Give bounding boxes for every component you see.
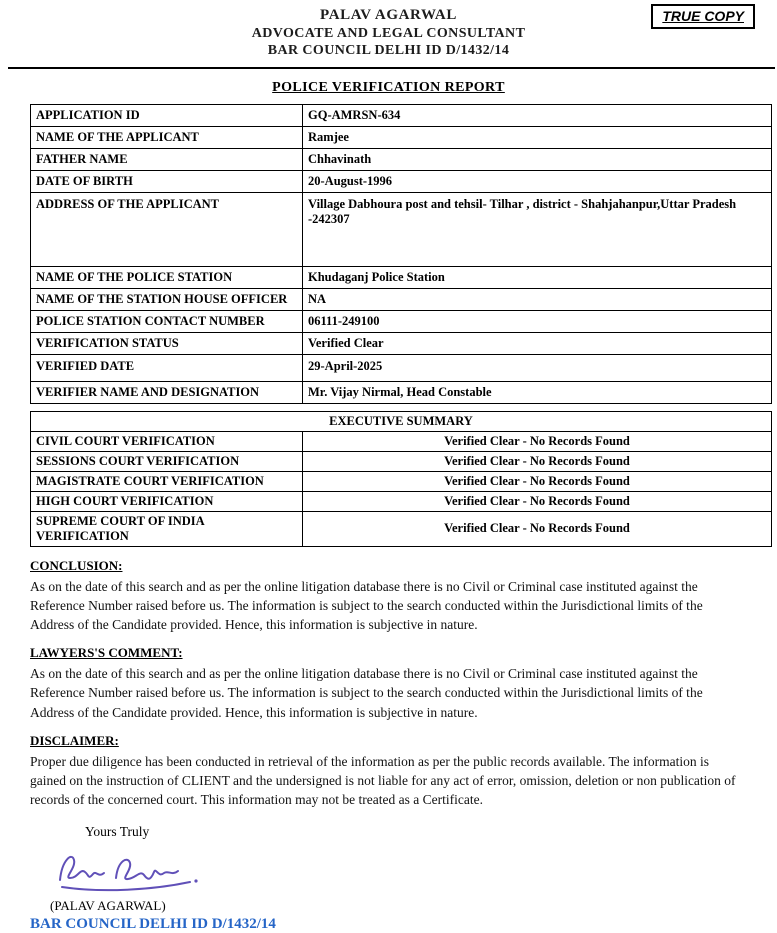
row-label: VERIFIED DATE (31, 354, 303, 381)
summary-row-value: Verified Clear - No Records Found (303, 451, 772, 471)
table-row (31, 148, 772, 170)
bar-council-id: BAR COUNCIL DELHI ID D/1432/14 (267, 43, 510, 59)
row-value: Village Dabhoura post and tehsil- Tilhar , district - Shahjahanpur,Uttar Pradesh -242307 (303, 192, 772, 266)
summary-row-value: Verified Clear - No Records Found (303, 511, 772, 546)
table-row (31, 104, 772, 126)
row-label: VERIFIER NAME AND DESIGNATION (31, 381, 303, 403)
table-row (31, 192, 772, 266)
row-label: NAME OF THE POLICE STATION (31, 266, 303, 288)
table-row (31, 310, 772, 332)
row-label: NAME OF THE APPLICANT (31, 126, 303, 148)
row-value: NA (303, 288, 772, 310)
summary-row (31, 471, 772, 491)
conclusion-heading: CONCLUSION: (30, 557, 123, 573)
summary-row (31, 431, 772, 451)
row-value: 06111-249100 (303, 310, 772, 332)
table-row (31, 381, 772, 403)
summary-row-value: Verified Clear - No Records Found (303, 491, 772, 511)
summary-row-label: SUPREME COURT OF INDIA VERIFICATION (31, 511, 303, 546)
executive-summary-heading: EXECUTIVE SUMMARY (31, 411, 772, 431)
summary-row-label: CIVIL COURT VERIFICATION (31, 431, 303, 451)
advocate-designation: ADVOCATE AND LEGAL CONSULTANT (251, 25, 526, 41)
table-row (31, 126, 772, 148)
disclaimer-section (30, 733, 747, 809)
summary-row-value: Verified Clear - No Records Found (303, 471, 772, 491)
row-value: Mr. Vijay Nirmal, Head Constable (303, 381, 772, 403)
lawyers-comment-section (30, 645, 747, 721)
row-value: Ramjee (303, 126, 772, 148)
summary-row-label: HIGH COURT VERIFICATION (31, 491, 303, 511)
summary-row (31, 451, 772, 471)
table-row (31, 288, 772, 310)
row-value: 29-April-2025 (303, 354, 772, 381)
row-label: APPLICATION ID (31, 104, 303, 126)
lawyers-comment-heading: LAWYERS'S COMMENT: (30, 645, 183, 661)
true-copy-stamp (651, 4, 755, 29)
summary-row (31, 491, 772, 511)
row-label: VERIFICATION STATUS (31, 332, 303, 354)
conclusion-body: As on the date of this search and as per the online litigation database there is no Civil or Criminal case instituted against the Reference Number raised before us. The information is subject to the search conducted within the Jurisdictional limits of the Address of the Candidate provided. Hence, this information is subjective in nature. (30, 578, 703, 633)
row-value: GQ-AMRSN-634 (303, 104, 772, 126)
yours-truly-text: Yours Truly (85, 824, 150, 840)
bar-council-footer: BAR COUNCIL DELHI ID D/1432/14 (30, 916, 276, 933)
summary-row (31, 511, 772, 546)
row-value: Chhavinath (303, 148, 772, 170)
table-row (31, 354, 772, 381)
disclaimer-body: Proper due diligence has been conducted in retrieval of the information as per the public records available. The information is gained on the instruction of CLIENT and the undersigned is not liable for any act of error, omission, deletion or non publication of records of the concerned court. This information may not be treated as a Certificate. (30, 753, 736, 807)
row-value: 20-August-1996 (303, 170, 772, 192)
row-label: NAME OF THE STATION HOUSE OFFICER (31, 288, 303, 310)
advocate-name: PALAV AGARWAL (320, 7, 457, 23)
row-label: POLICE STATION CONTACT NUMBER (31, 310, 303, 332)
table-row (31, 332, 772, 354)
row-label: ADDRESS OF THE APPLICANT (31, 192, 303, 266)
table-row (31, 170, 772, 192)
summary-row-label: MAGISTRATE COURT VERIFICATION (31, 471, 303, 491)
true-copy-label: TRUE COPY (662, 8, 744, 24)
disclaimer-heading: DISCLAIMER: (30, 732, 119, 748)
summary-row-label: SESSIONS COURT VERIFICATION (31, 451, 303, 471)
verification-table (30, 104, 772, 404)
table-row (31, 266, 772, 288)
signatory-name: (PALAV AGARWAL) (50, 898, 166, 914)
report-title: POLICE VERIFICATION REPORT (272, 79, 505, 95)
row-value: Khudaganj Police Station (303, 266, 772, 288)
header-divider (8, 67, 775, 69)
executive-summary-table (30, 411, 772, 547)
conclusion-section (30, 558, 747, 634)
row-label: FATHER NAME (31, 148, 303, 170)
summary-row-value: Verified Clear - No Records Found (303, 431, 772, 451)
row-value: Verified Clear (303, 332, 772, 354)
signature-image (52, 848, 777, 896)
row-label: DATE OF BIRTH (31, 170, 303, 192)
lawyers-comment-body: As on the date of this search and as per the online litigation database there is no Civil or Criminal case instituted against the Reference Number raised before us. The information is subject to the search conducted within the Jurisdictional limits of the Address of the Candidate provided. Hence, this information is subjective in nature. (30, 666, 703, 720)
summary-heading-row (31, 411, 772, 431)
